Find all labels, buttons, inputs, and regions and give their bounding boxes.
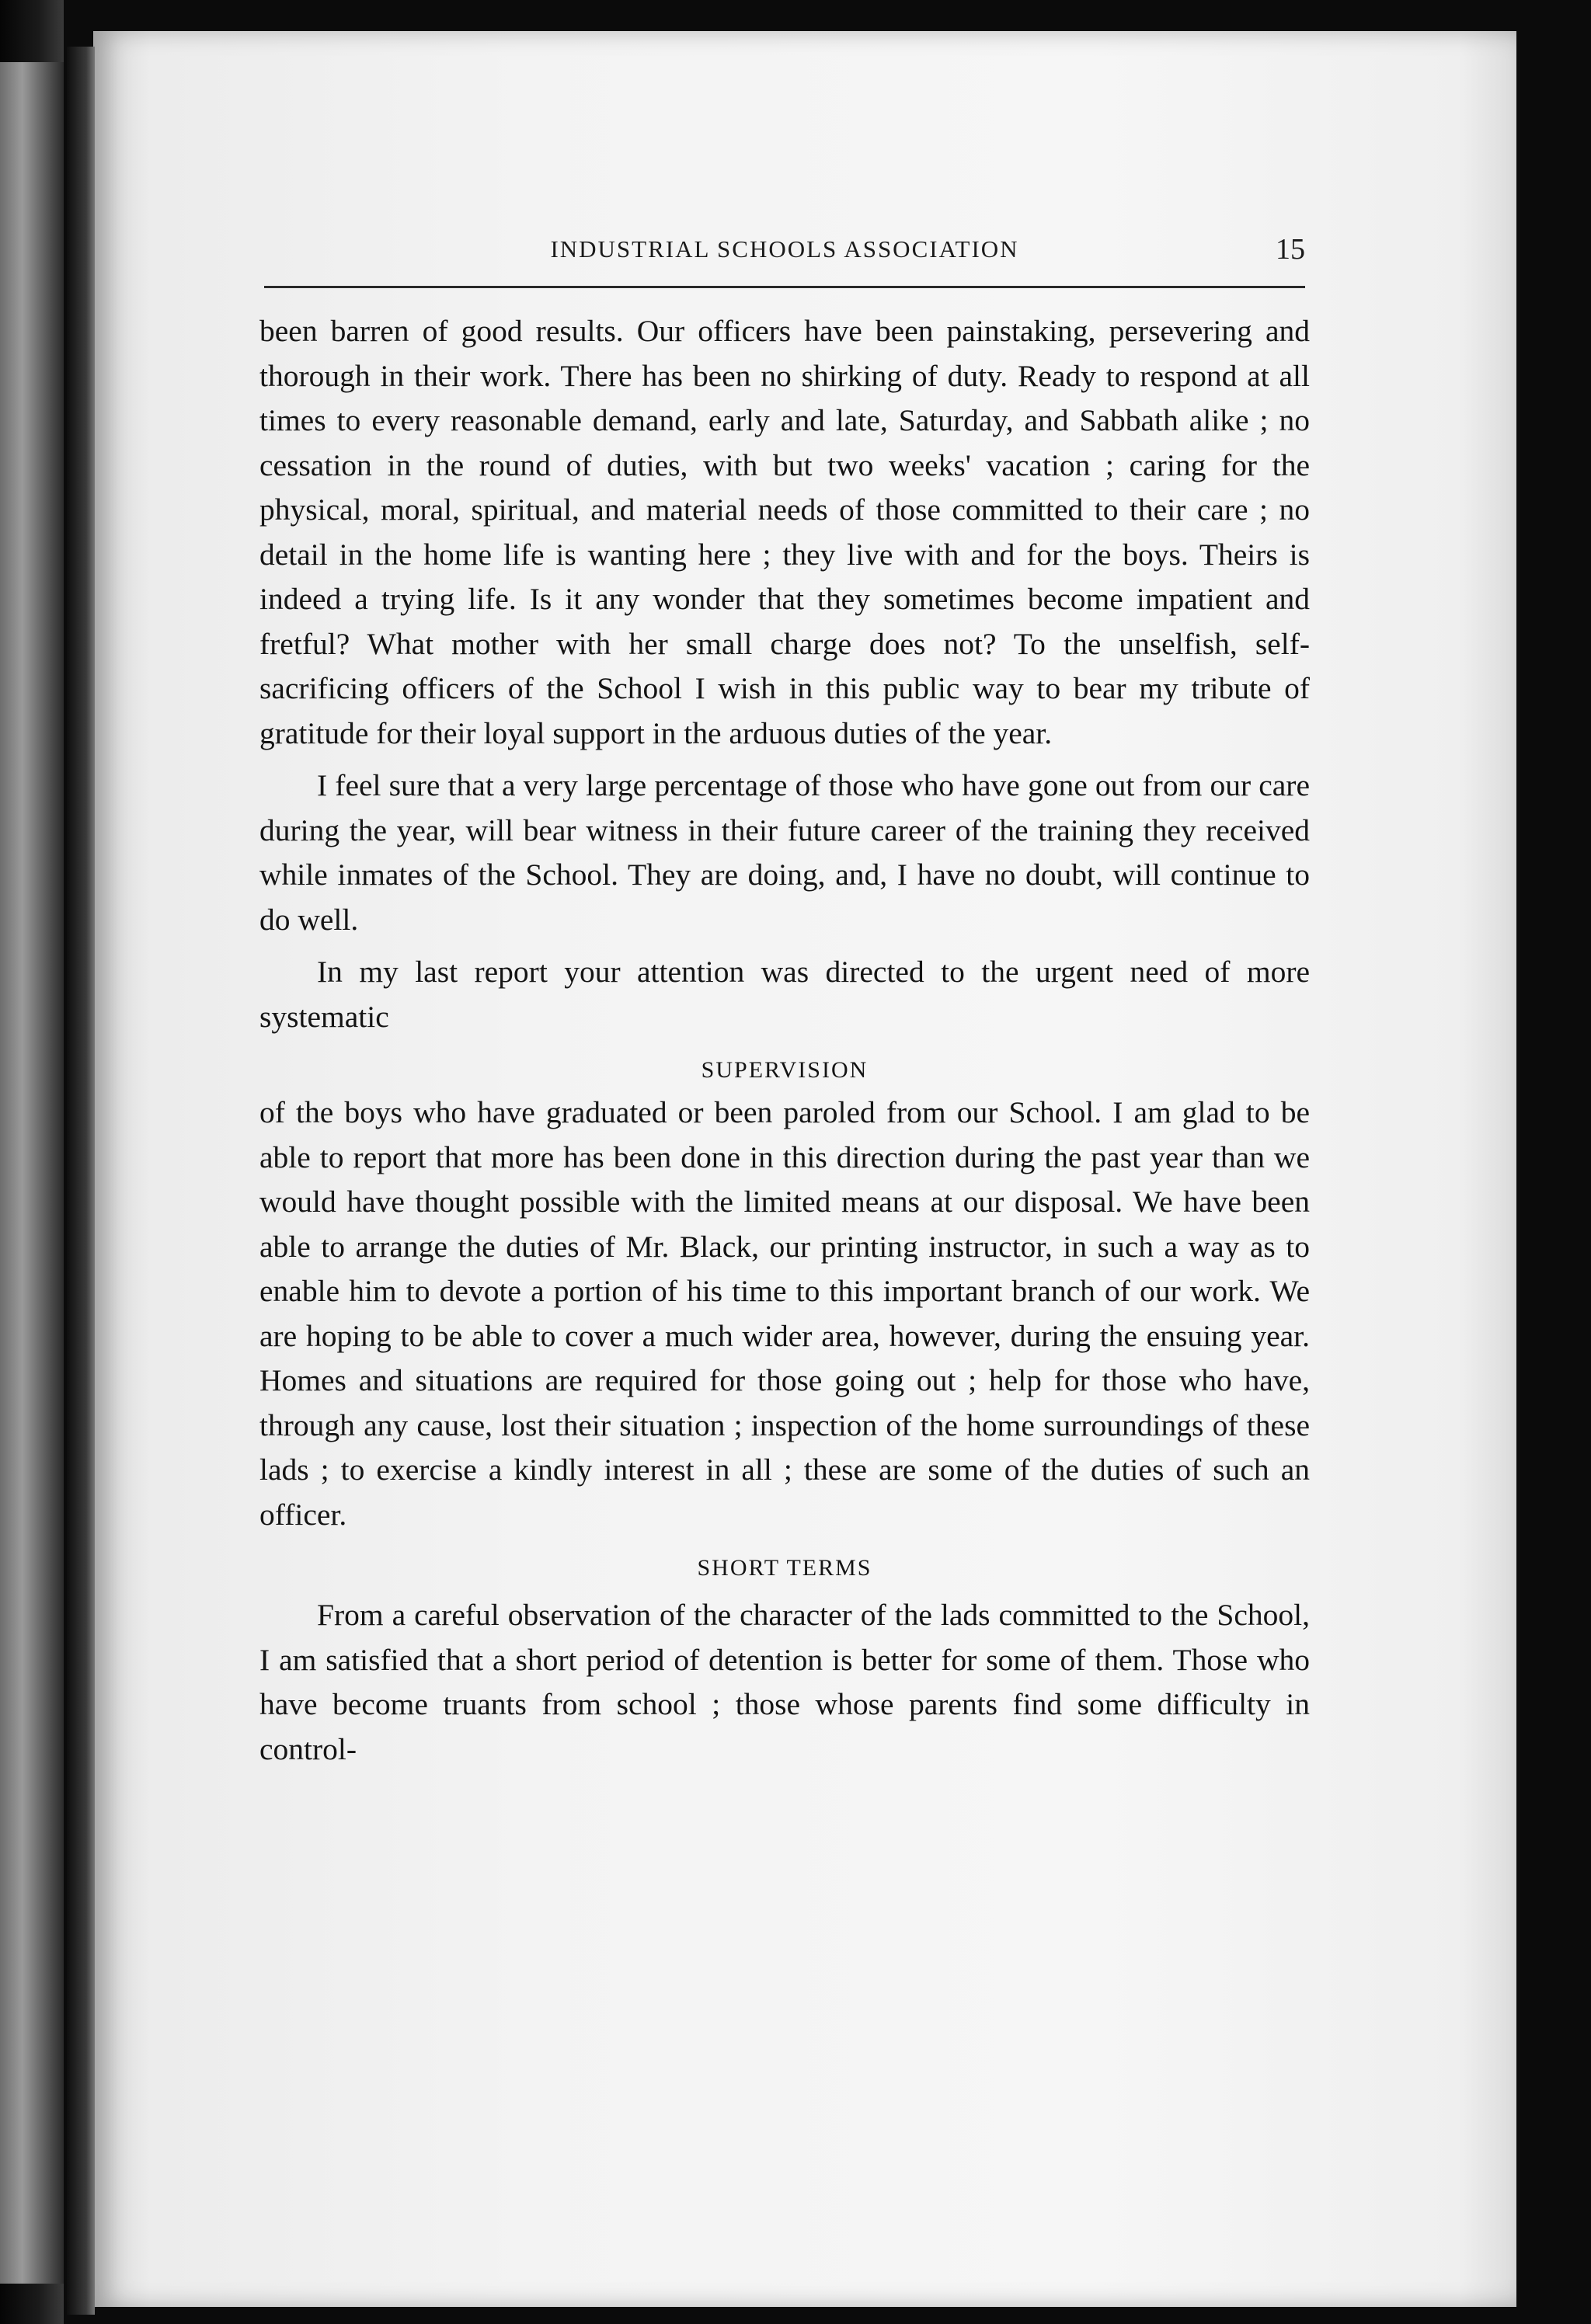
paragraph-1: been barren of good results. Our officers have been painstaking, persevering and thorough in their work. There has been no shirking of duty. Ready to respond at all times to every reasonable demand, early and late, Saturday, and Sabbath alike ; no cessation in the round of duties, with but two weeks' vacation ; caring for the physical, moral, spiritual, and material needs of those committed to their care ; no detail in the home life is wanting here ; they live with and for the boys. Theirs is indeed a trying life. Is it any wonder that they sometimes become impatient and fretful? What mother with her small charge does not? To the unselfish, self-sacrificing officers of the School I wish in this public way to bear my tribute of gratitude for their loyal support in the arduous duties of the year. <box>259 314 1310 750</box>
paragraph-3: In my last report your attention was directed to the urgent need of more systematic <box>259 955 1310 1034</box>
paragraph-2: I feel sure that a very large percentage of those who have gone out from our care during the year, will bear witness in their future career of the training they received while inmates of the School. They are doing, and, I have no doubt, will continue to do well. <box>259 768 1310 937</box>
paragraph-4: of the boys who have graduated or been paroled from our School. I am glad to be able to report that more has been done in this direction during the past year than we would have thought possible with the limited means at our disposal. We have been able to arrange the duties of Mr. Black, our printing instructor, in such a way as to enable him to devote a portion of his time to this important branch of our work. We are hoping to be able to cover a much wider area, however, during the ensuing year. Homes and situations are required for those going out ; help for those who have, through any cause, lost their situation ; inspection of the home surroundings of these lads ; to exercise a kindly interest in all ; these are some of the duties of such an officer. <box>259 1095 1310 1532</box>
page-header <box>264 230 1305 277</box>
book-spine <box>67 47 95 2315</box>
header-rule <box>264 286 1305 288</box>
page-number: 15 <box>1276 233 1305 266</box>
paragraph-5: From a careful observation of the character of the lads committed to the School, I am satisfied that a short period of detention is better for some of them. Those who have become truants from school ; those whose parents find some difficulty in control- <box>259 1598 1310 1766</box>
page-body <box>259 309 1310 1772</box>
section-heading-supervision: SUPERVISION <box>701 1057 869 1083</box>
facing-page-edge <box>0 62 64 2284</box>
running-head: INDUSTRIAL SCHOOLS ASSOCIATION <box>550 235 1019 263</box>
section-heading-short-terms: SHORT TERMS <box>697 1555 872 1581</box>
